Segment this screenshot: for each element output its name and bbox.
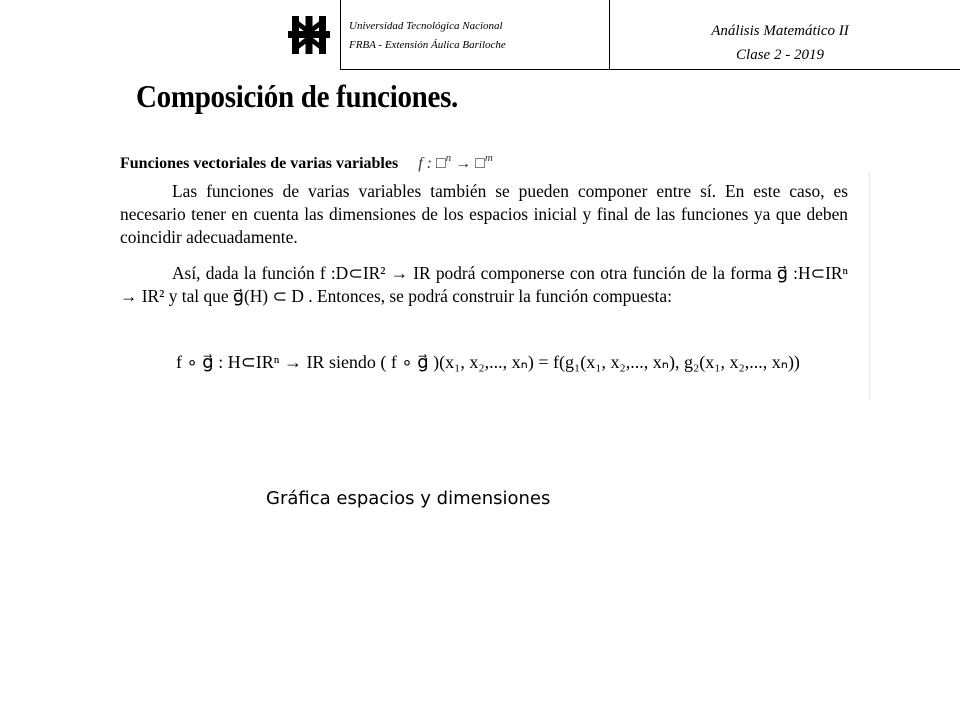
composite-formula: f ∘ g⃗ : H⊂IRⁿ → IR siendo ( f ∘ g⃗ )(x₁, x₂,..., xₙ) = f(g₁(x₁, x₂,..., xₙ), g₂(x₁, x₂,..., xₙ)) <box>176 352 800 372</box>
graph-caption: Gráfica espacios y dimensiones <box>266 488 551 509</box>
paragraph-intro: Las funciones de varias variables también se pueden componer entre sí. En este caso, es necesario tener en cuenta las dimensiones de los espacios inicial y final de las funciones ya que deben coincidir adecuadamente. <box>120 181 848 247</box>
page-title: Composición de funciones. <box>136 80 459 115</box>
university-name: Universidad Tecnológica Nacional <box>349 20 503 32</box>
paragraph-composition: Así, dada la función f :D⊂IR² → IR podrá componerse con otra función de la forma g⃗ :H⊂IRⁿ → IR² y tal que g⃗(H) ⊂ D . Entonces, se podrá construir la función compuesta: <box>120 263 848 306</box>
class-label: Clase 2 - 2019 <box>736 47 824 63</box>
course-name: Análisis Matemático II <box>711 23 849 39</box>
course-header <box>610 0 960 70</box>
institution-header <box>340 0 610 70</box>
extension-name: FRBA - Extensión Áulica Bariloche <box>349 39 506 51</box>
body-text <box>120 180 848 308</box>
utn-logo-icon <box>286 12 332 58</box>
subtitle-text: Funciones vectoriales de varias variables <box>120 155 399 172</box>
divider-line <box>869 172 870 400</box>
section-subtitle <box>120 152 493 173</box>
subtitle-formula: f : □$^n$ → □$^m$ <box>418 152 493 172</box>
